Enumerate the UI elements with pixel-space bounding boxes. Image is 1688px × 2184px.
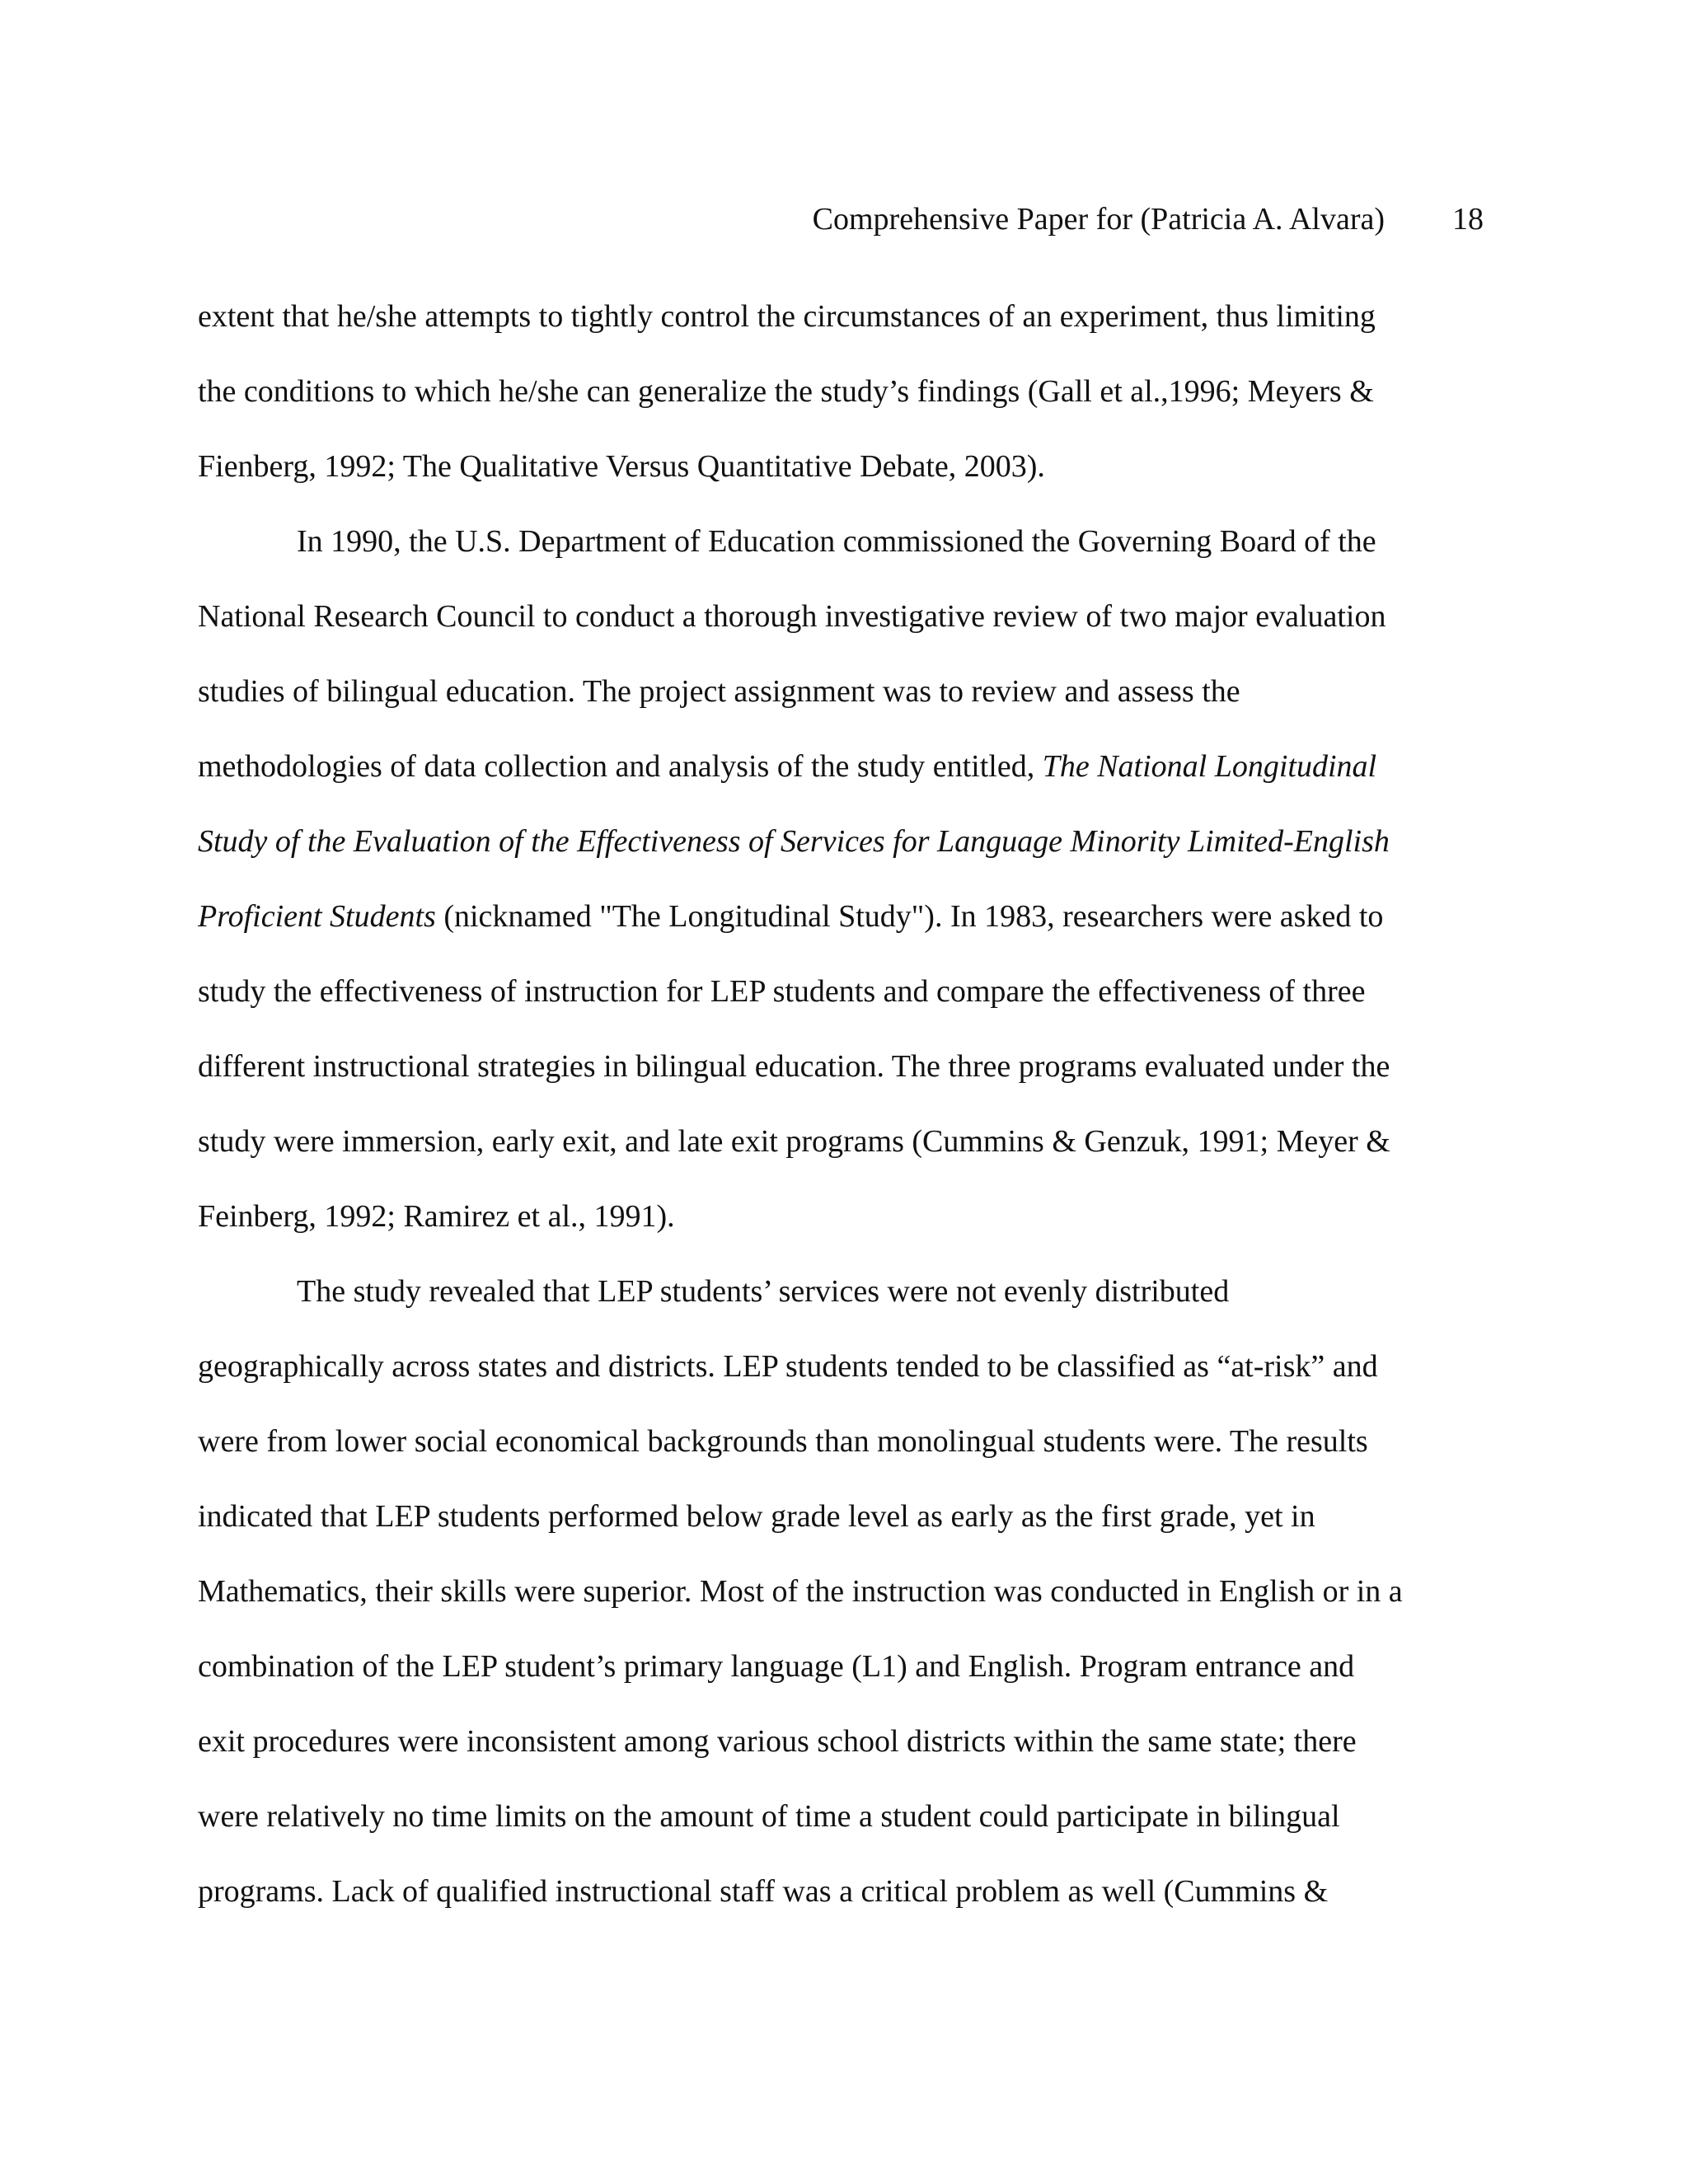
paragraph-start-line: The study revealed that LEP students’ services were not evenly distributed — [297, 1274, 1230, 1309]
text-line: Mathematics, their skills were superior. Most of the instruction was conducted in English or in a — [198, 1574, 1403, 1609]
text-line: geographically across states and districts. LEP students tended to be classified as “at-risk” and — [198, 1349, 1378, 1384]
running-head — [198, 196, 1484, 242]
text-line: programs. Lack of qualified instructional staff was a critical problem as well (Cummins & — [198, 1874, 1329, 1909]
text-line: the conditions to which he/she can generalize the study’s findings (Gall et al.,1996; Meyers & — [198, 374, 1374, 409]
text-line: studies of bilingual education. The project assignment was to review and assess the — [198, 674, 1240, 709]
text-line: indicated that LEP students performed below grade level as early as the first grade, yet in — [198, 1499, 1315, 1534]
study-title-italic: The National Longitudinal — [1042, 749, 1377, 784]
study-title-italic: Proficient Students — [198, 899, 436, 934]
text-line: National Research Council to conduct a thorough investigative review of two major evaluation — [198, 599, 1386, 634]
text-line: study were immersion, early exit, and late exit programs (Cummins & Genzuk, 1991; Meyer & — [198, 1124, 1390, 1159]
text-line: were relatively no time limits on the amount of time a student could participate in bilingual — [198, 1799, 1340, 1834]
text-segment: methodologies of data collection and analysis of the study entitled, — [198, 749, 1043, 784]
study-title-italic-line: Study of the Evaluation of the Effectiveness of Services for Language Minority Limited-English — [198, 824, 1390, 859]
text-line: extent that he/she attempts to tightly control the circumstances of an experiment, thus limiting — [198, 299, 1376, 334]
text-line: study the effectiveness of instruction for LEP students and compare the effectiveness of three — [198, 974, 1366, 1009]
text-line: different instructional strategies in bilingual education. The three programs evaluated under the — [198, 1049, 1390, 1084]
text-line — [198, 893, 1484, 940]
text-line — [198, 743, 1484, 790]
text-line: Fienberg, 1992; The Qualitative Versus Quantitative Debate, 2003). — [198, 449, 1045, 484]
text-segment: (nicknamed "The Longitudinal Study"). In 1983, researchers were asked to — [435, 899, 1384, 934]
page-number: 18 — [1452, 202, 1484, 237]
text-line: were from lower social economical backgrounds than monolingual students were. The results — [198, 1424, 1368, 1459]
text-line: Feinberg, 1992; Ramirez et al., 1991). — [198, 1199, 675, 1234]
running-head-title: Comprehensive Paper for (Patricia A. Alvara) — [812, 202, 1385, 237]
paragraph-start-line: In 1990, the U.S. Department of Education commissioned the Governing Board of the — [297, 524, 1376, 559]
text-line: combination of the LEP student’s primary language (L1) and English. Program entrance and — [198, 1649, 1355, 1684]
text-line: exit procedures were inconsistent among various school districts within the same state; there — [198, 1724, 1357, 1759]
